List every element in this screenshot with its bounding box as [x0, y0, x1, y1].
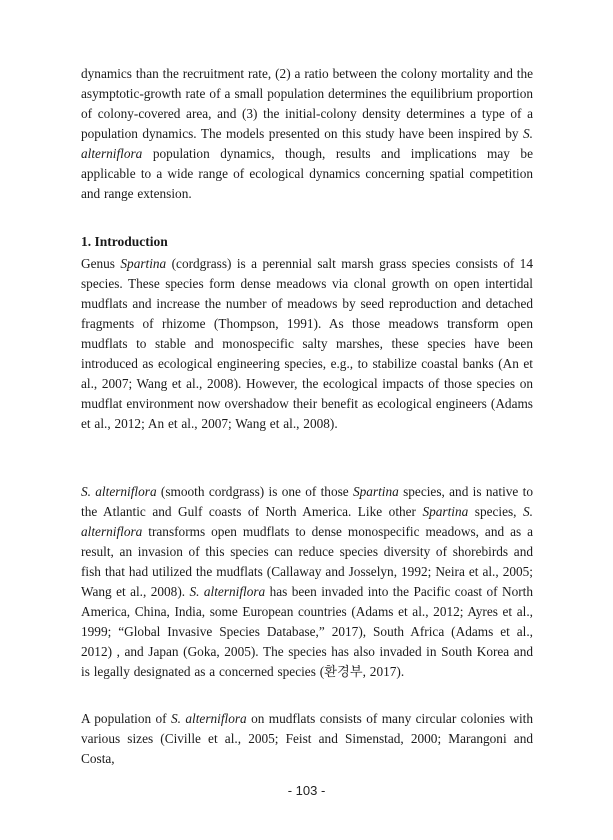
italic-term: Spartina [422, 504, 469, 519]
text-run: has been invaded into the Pacific coast of North America, China, India, some European countries (Adams et al., 2012; Ayres et al., 1999; “Global Invasive Species Database,” 2017), South Africa (Adams et al., 2012) , and Japan (Goka, 2005). The species has also invaded in South Korea and is legally designated as a concerned species (환경부, 2017). [81, 584, 533, 679]
italic-term: S. alterniflora [81, 484, 157, 499]
text-run: (smooth cordgrass) is one of those [156, 484, 353, 499]
paragraph-abstract-end [81, 64, 533, 204]
text-run: dynamics than the recruitment rate, (2) a ratio between the colony mortality and the asymptotic-growth rate of a small population determines the equilibrium proportion of colony-covered area, and (3) the initial-colony density determines a type of a population dynamics. The models presented on this study have been inspired by [81, 66, 533, 141]
paragraph-intro-spartina [81, 254, 533, 434]
italic-term: Spartina [352, 484, 399, 499]
text-run: species, and is native to the Atlantic and Gulf coasts of North America. Like other [81, 484, 533, 519]
text-run: on mudflats consists of many circular colonies with various sizes (Civille et al., 2005; Feist and Simenstad, 2000; Marangoni and Costa, [81, 711, 533, 766]
text-run: A population of [81, 711, 172, 726]
italic-term: S. alterniflora [171, 711, 247, 726]
italic-term: S. alterniflora [189, 584, 266, 599]
italic-term: S. alterniflora [81, 504, 533, 539]
paragraph-s-alterniflora-invasion [81, 482, 533, 682]
section-heading-introduction: 1. Introduction [81, 234, 168, 249]
text-run: Genus [81, 256, 121, 271]
italic-term: Spartina [120, 256, 167, 271]
italic-term: S. alterniflora [81, 126, 533, 161]
page-number: - 103 - [287, 783, 326, 798]
text-run: species, [468, 504, 524, 519]
text-run: population dynamics, though, results and implications may be applicable to a wide range of ecological dynamics concerning spatial competition and range extension. [81, 146, 533, 201]
paragraph-population-colonies [81, 709, 533, 769]
text-run: transforms open mudflats to dense monospecific meadows, and as a result, an invasion of this species can reduce species diversity of shorebirds and fish that had utilized the mudflats (Callaway and Josselyn, 1992; Neira et al., 2005; Wang et al., 2008). [81, 524, 533, 599]
text-run: (cordgrass) is a perennial salt marsh grass species consists of 14 species. These species form dense meadows via clonal growth on open intertidal mudflats and increase the number of meadows by seed reproduction and detached fragments of rhizome (Thompson, 1991). As those meadows transform open mudflats to stable and monospecific salty marshes, these species have been introduced as ecological engineering species, e.g., to stabilize coastal banks (An et al., 2007; Wang et al., 2008). However, the ecological impacts of those species on mudflat environment now overshadow their benefit as ecological engineers (Adams et al., 2012; An et al., 2007; Wang et al., 2008). [81, 256, 533, 431]
